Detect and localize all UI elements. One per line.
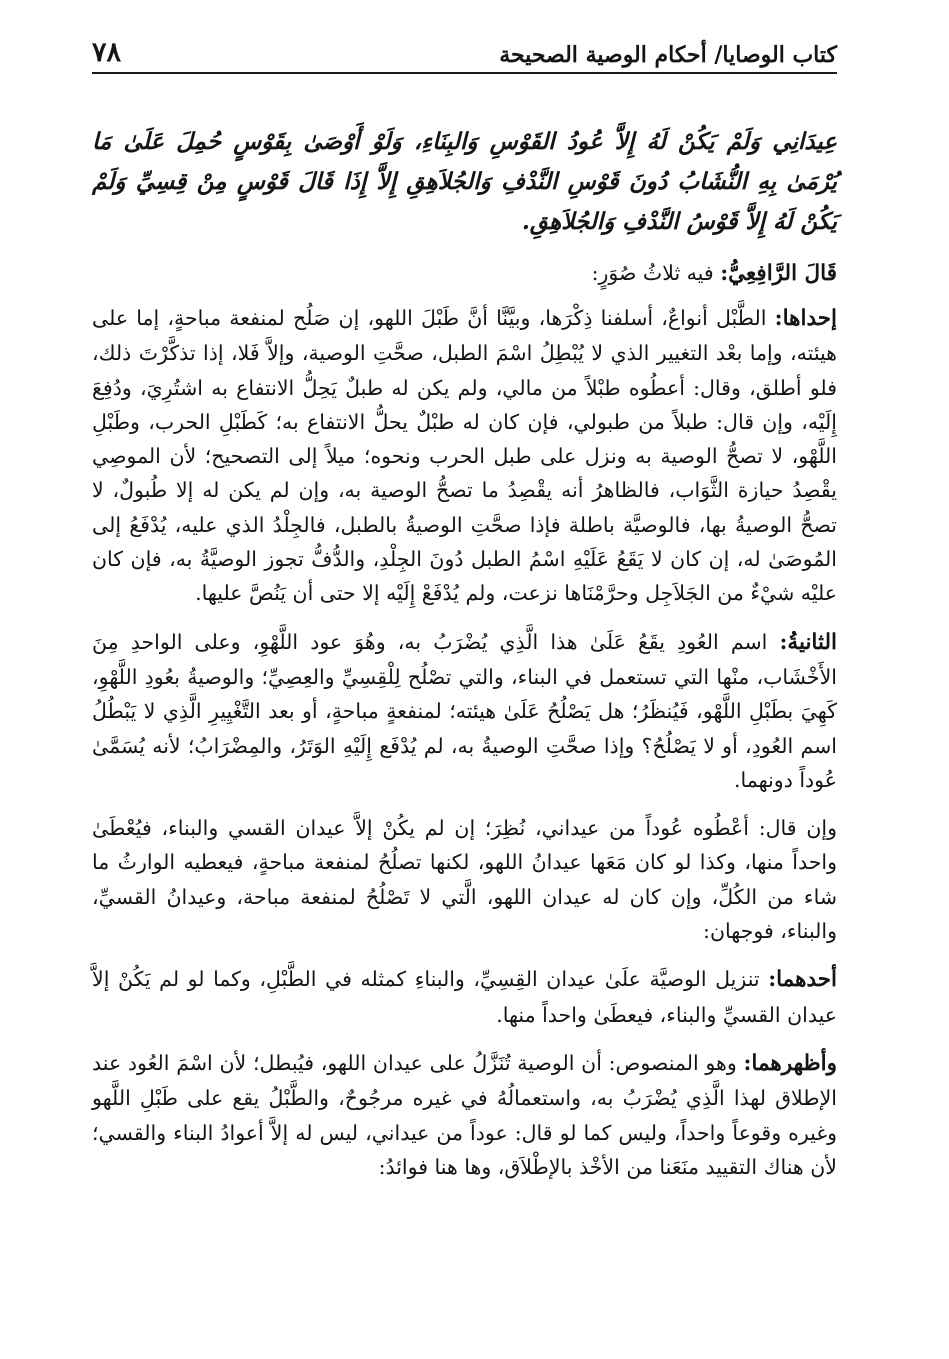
paragraph-text: تنزيل الوصيَّة علَىٰ عيدان القِسِيِّ، والبناءِ كمثله في الطَّبْلِ، وكما لو لم يَكُنْ إلاَّ عيدان القسيِّ والبناء، فيعطَىٰ واحداً منها. — [92, 967, 837, 1027]
page-number: ٧٨ — [92, 37, 122, 68]
paragraph-text: الطَّبْل أنواعٌ، أسلفنا ذِكْرَها، وبيَّنَّا أنَّ طَبْلَ اللهو، إن صَلُح لمنفعة مباحةٍ، إما على هيئته، وإما بعْد التغيير الذي لا يُبْطِلُ اسْمَ الطبل، صحَّتِ الوصية، وإلاَّ فَلا، إذا تذكَّرْتَ ذلك، فلو أطلق، وقال: أعطُوه طبْلاً من مالي، ولم يكن له طبلٌ يَحِلُّ الانتفاع به اشتُرِيَ، ودُفِعَ إِلَيْه، وإن قال: طبلاً من طبولي، فإن كان له طبْلٌ يحلُّ الانتفاع به؛ كَطَبْلِ الحرب، وطَبْلِ اللَّهْو، لا تصحُّ الوصية به ونزل على طبل الحرب ونحوه؛ ميلاً إلى التصحيح؛ لأن الموصِي يقْصِدُ حيازة الثَّوَاب، فالظاهرُ أنه يقْصِدُ ما تصحُّ الوصية به، وإن لم يكن له إلا طُبولٌ، لا تصحُّ الوصيةُ بها، فالوصيَّة باطلة فإذا صحَّتِ الوصيةُ بالطبل، فالجِلْدُ الذي عليه، يُدْفَعُ إلى المُوصَىٰ له، إن كان لا يَقَعُ عَلَيْهِ اسْمُ الطبل دُونَ الجِلْدِ، والدُّفُّ تجوز الوصيَّةُ به، فإن كان عليْه شيْءٌ من الجَلاَجِل وحرَّمْنَاها نزعت، ولم يُدْفَعْ إِلَيْه إلا حتى أن يَنُصَّ عليها. — [92, 306, 837, 606]
paragraph-text: وإن قال: أعْطُوه عُوداً من عيداني، نُظِرَ؛ إن لم يكُنْ إلاَّ عيدان القسي والبناء، فيُعْطَىٰ واحداً منها، وكذا لو كان مَعَها عيدانُ اللهو، لكنها تصلُحُ لمنفعة مباحةٍ، فيعطيه الوارثُ ما شاء من الكُلِّ، وإن كان له عيدان اللهو، الَّتي لا تَصْلُحُ لمنفعة مباحة، وعيدانُ القسيِّ، والبناء، فوجهان: — [92, 816, 837, 944]
commentary-paragraph-stronger-view — [92, 1046, 837, 1184]
paragraph-lead: أحدهما: — [768, 967, 837, 993]
commentary-paragraph-second-form — [92, 625, 837, 797]
speaker-label: قَالَ الرَّافِعِيُّ: — [720, 261, 837, 286]
paragraph-text: وهو المنصوص: أن الوصية تُنَزَّلُ على عيدان اللهو، فيُبطل؛ لأن اسْمَ العُود عند الإطلاق لهذا الَّذِي يُضْرَبُ به، واستعمالُهُ في غيره مرجُوحٌ، والطَّبْلُ يقع على طَبْلِ اللَّهو وغيره وقوعاً واحداً، وليس كما لو قال: عوداً من عيداني، ليس له إلاَّ أعوادُ البناء والقسي؛ لأن هناك التقييد منَعَنا من الأخْذ بالإطْلاَق، وها هنا فوائدُ: — [92, 1050, 837, 1179]
speaker-text: فيه ثلاثُ صُوَرٍ: — [591, 261, 714, 285]
page-header — [92, 30, 837, 74]
running-title: كتاب الوصايا/ أحكام الوصية الصحيحة — [499, 42, 837, 68]
commentary-paragraph-if-he-said — [92, 811, 837, 948]
matn-paragraph: عِيدَانِي وَلَمْ يَكُنْ لَهُ إِلاَّ عُودُ القَوْسِ وَالبِنَاءِ، وَلَوْ أَوْصَىٰ بِقَوْسٍ حُمِلَ عَلَىٰ مَا يُرْمَىٰ بِهِ النُّشَابُ دُونَ قَوْسِ النَّدْفِ وَالجُلاَهِقِ إِلاَّ إِذَا قَالَ قَوْسٍ مِنْ قِسِيِّ وَلَمْ يَكُنْ لَهُ إِلاَّ قَوْسُ النَّدْفِ وَالجُلاَهِقِ. — [92, 128, 837, 235]
paragraph-lead: الثانيةُ: — [779, 629, 837, 655]
speaker-line — [92, 256, 837, 291]
commentary-paragraph-first-view — [92, 962, 837, 1032]
commentary-paragraph-first-form — [92, 301, 837, 611]
paragraph-lead: وأظهرهما: — [743, 1050, 837, 1076]
paragraph-lead: إحداها: — [774, 306, 837, 331]
paragraph-text: اسم العُودِ يقَعُ عَلَىٰ هذا الَّذِي يُضْرَبُ به، وهُوَ عود اللَّهْوِ، وعلى الواحدِ مِنَ الأَخْشَاب، منْها التي تستعمل في البناء، والتي تصْلُح لِلْقِسِيِّ والعِصِيِّ؛ والوصيةُ بعُودِ اللَّهْوِ، كَهِيَ بطَبْلِ اللَّهْو، فَيُنظَرُ؛ هل يَصْلُحُ عَلَىٰ هيئته؛ لمنفعةٍ مباحةٍ، أو بعد التَّغْيِيرِ الَّذِي لا يَبْطُلُ اسم العُودِ، أو لا يَصْلُحُ؟ وإذا صحَّتِ الوصيةُ به، لم يُدْفَع إِلَيْهِ الوَتَرُ، والمِضْرَابُ؛ لأنه يُسَمَّىٰ عُوداً دونهما. — [92, 629, 837, 792]
book-page — [92, 30, 837, 1330]
page-body — [92, 122, 837, 1184]
